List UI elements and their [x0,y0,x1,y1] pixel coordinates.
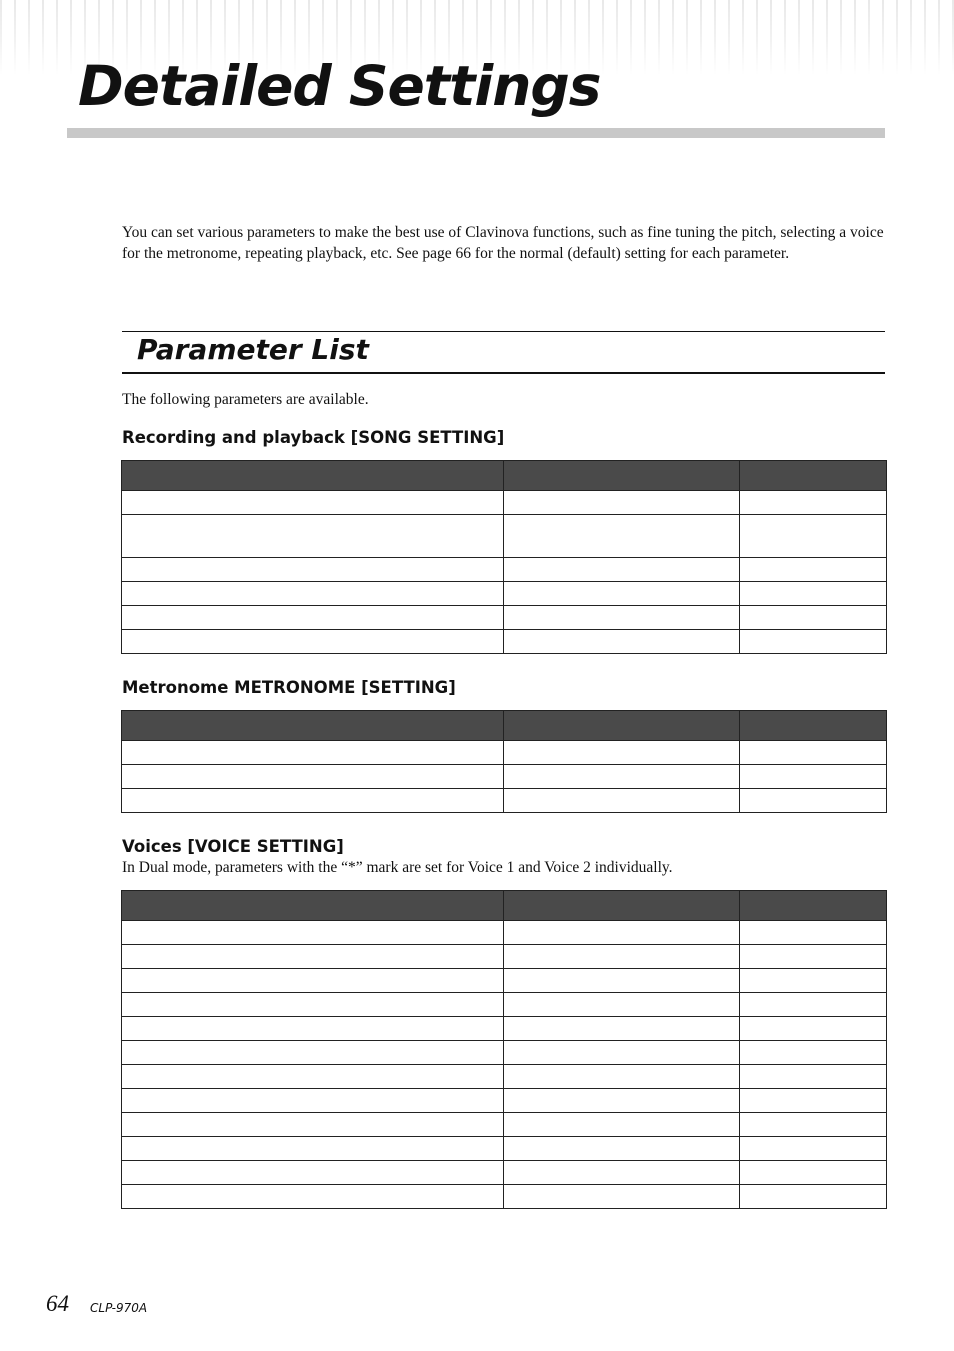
table-cell [740,921,887,945]
header-cell [740,891,887,921]
table-row [122,1065,887,1089]
table-row [122,491,887,515]
page-number: 64 [46,1291,69,1316]
table-cell [740,1089,887,1113]
table-cell [504,606,740,630]
header-cell [504,711,740,741]
table-cell [740,1017,887,1041]
table-cell [504,921,740,945]
model-name: CLP-970A [90,1301,148,1315]
table-cell [504,789,740,813]
table-cell [740,993,887,1017]
table-cell [740,491,887,515]
title-rule [67,128,885,138]
section-lead: The following parameters are available. [122,391,369,408]
table-row [122,1161,887,1185]
table-cell [122,491,504,515]
header-cell [122,461,504,491]
table-row [122,606,887,630]
table-cell [740,1113,887,1137]
table-cell [122,1161,504,1185]
table-cell [122,1041,504,1065]
table-cell [122,741,504,765]
table-cell [504,765,740,789]
table-cell [740,789,887,813]
header-cell [122,711,504,741]
table-cell [504,969,740,993]
table-cell [740,741,887,765]
song-setting-heading: Recording and playback [SONG SETTING] [122,428,505,447]
page-title: Detailed Settings [78,54,601,118]
section-title: Parameter List [137,333,369,366]
table-cell [504,993,740,1017]
table-cell [740,765,887,789]
metronome-setting-heading: Metronome METRONOME [SETTING] [122,678,456,697]
table-row [122,1089,887,1113]
table-cell [740,1041,887,1065]
metronome-setting-table [121,710,887,813]
table-header-row [122,461,887,491]
header-cell [122,891,504,921]
table-cell [740,515,887,558]
table-cell [122,558,504,582]
table-row [122,1017,887,1041]
song-setting-table [121,460,887,654]
table-cell [504,741,740,765]
table-cell [122,515,504,558]
table-cell [122,789,504,813]
table-row [122,993,887,1017]
table-cell [504,1065,740,1089]
voice-setting-note: In Dual mode, parameters with the “*” mark are set for Voice 1 and Voice 2 individually. [122,859,673,876]
table-row [122,921,887,945]
table-row [122,1185,887,1209]
table-cell [740,582,887,606]
table-cell [122,1017,504,1041]
table-row [122,515,887,558]
table-cell [504,1017,740,1041]
table-cell [504,1089,740,1113]
table-row [122,1137,887,1161]
table-cell [504,515,740,558]
table-row [122,630,887,654]
intro-paragraph: You can set various parameters to make the best use of Clavinova functions, such as fine tuning the pitch, selecting a voice for the metronome, repeating playback, etc. See page 66 for the normal (default) setting for each parameter. [122,224,884,262]
table-row [122,1041,887,1065]
table-cell [504,491,740,515]
table-row [122,1113,887,1137]
table-cell [504,1185,740,1209]
table-cell [740,969,887,993]
table-cell [740,1065,887,1089]
table-cell [122,1065,504,1089]
table-cell [740,1137,887,1161]
table-cell [122,993,504,1017]
table-row [122,969,887,993]
table-cell [740,606,887,630]
table-cell [122,1113,504,1137]
table-row [122,765,887,789]
table-cell [122,1137,504,1161]
voice-setting-heading: Voices [VOICE SETTING] [122,837,344,856]
table-cell [740,630,887,654]
section-rule-bottom [122,372,885,374]
table-cell [504,1113,740,1137]
table-cell [504,630,740,654]
table-cell [740,1161,887,1185]
table-cell [122,765,504,789]
table-row [122,582,887,606]
table-row [122,558,887,582]
table-header-row [122,711,887,741]
table-cell [122,630,504,654]
table-cell [504,558,740,582]
table-cell [740,945,887,969]
table-header-row [122,891,887,921]
table-cell [504,1137,740,1161]
table-cell [740,558,887,582]
table-cell [122,969,504,993]
table-cell [504,1041,740,1065]
table-cell [504,1161,740,1185]
table-cell [122,945,504,969]
header-cell [740,461,887,491]
header-cell [504,461,740,491]
table-cell [122,1185,504,1209]
table-cell [122,582,504,606]
table-row [122,741,887,765]
table-cell [504,945,740,969]
voice-setting-table [121,890,887,1209]
header-cell [740,711,887,741]
table-row [122,789,887,813]
table-cell [122,606,504,630]
header-cell [504,891,740,921]
table-cell [504,582,740,606]
table-cell [122,921,504,945]
table-cell [122,1089,504,1113]
table-row [122,945,887,969]
table-cell [740,1185,887,1209]
